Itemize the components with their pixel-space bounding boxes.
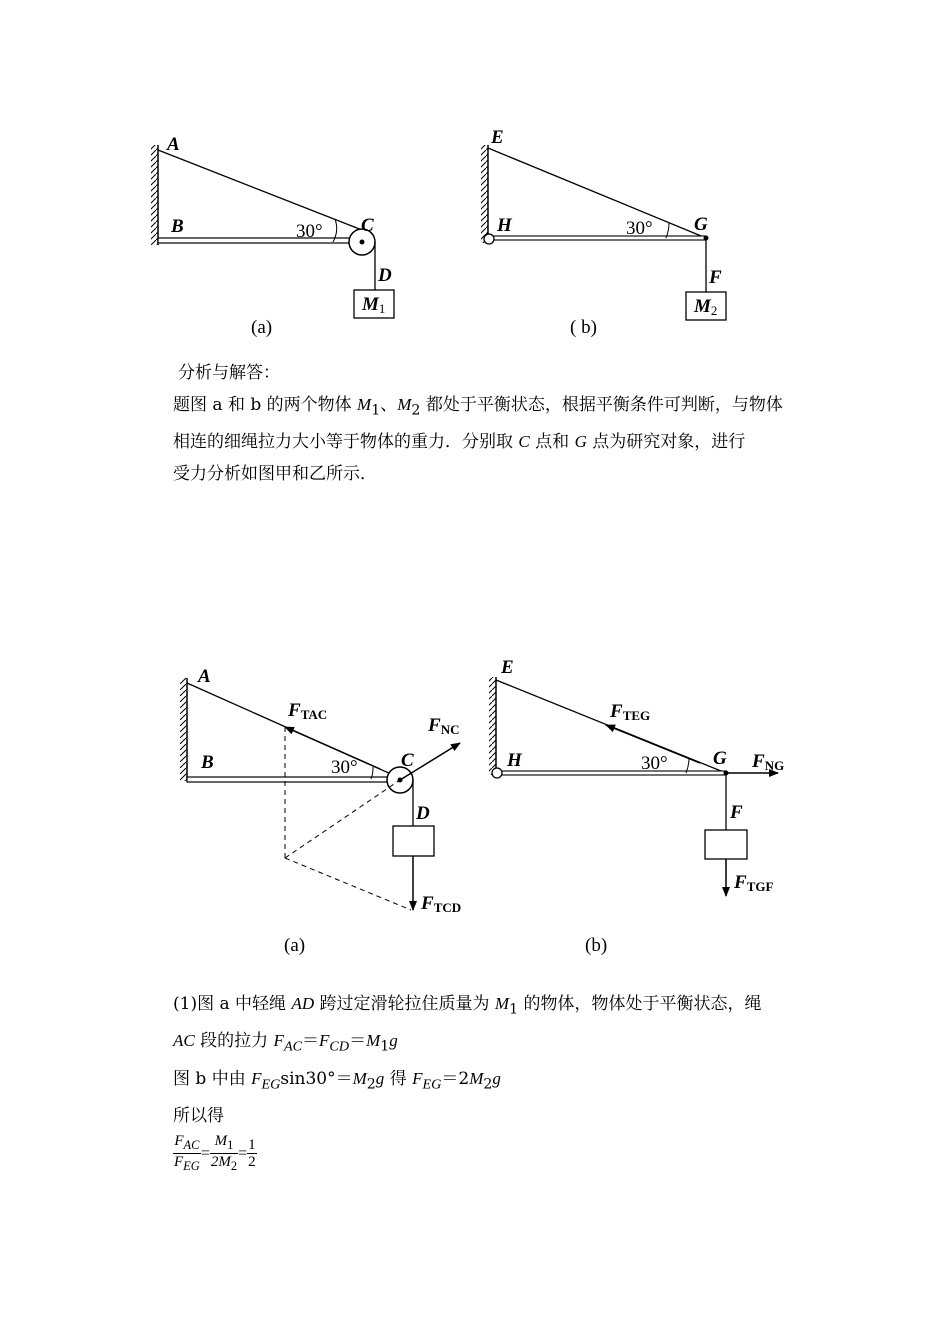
fraction-3: 1 2 <box>248 1137 256 1170</box>
force-label-tcd: FTCD <box>421 893 462 915</box>
solution-text <box>173 988 762 1132</box>
heading: 分析与解答： <box>178 363 280 383</box>
rope-ac <box>158 150 362 230</box>
mass-box <box>705 830 747 859</box>
label-D: D <box>416 803 430 824</box>
label-A: A <box>198 666 211 687</box>
label-A: A <box>167 134 180 155</box>
label-G: G <box>694 214 708 235</box>
rod-hg <box>500 771 726 775</box>
label-C: C <box>401 750 414 771</box>
fraction-1: $F_{AC}$ $F_{EG}$ <box>174 1133 200 1173</box>
caption-a: (a) <box>251 317 273 338</box>
angle-label: 30° <box>296 221 323 242</box>
label-H: H <box>497 215 512 236</box>
force-diagram-b <box>489 657 784 956</box>
force-label-ng: FNG <box>752 751 785 773</box>
analysis-text <box>173 357 783 490</box>
line-3: 受力分析如图甲和乙所示． <box>173 464 377 485</box>
wall-hatch <box>489 677 496 775</box>
rope-eg <box>488 148 706 238</box>
angle-label: 30° <box>641 753 668 774</box>
hinge-h <box>492 768 502 778</box>
line-1: (1)图 a 中轻绳 AD 跨过定滑轮拉住质量为 $M_1$ 的物体，物体处于平衡状态，绳 <box>173 994 762 1018</box>
line-4: 所以得 <box>173 1106 224 1127</box>
line-2: 相连的细绳拉力大小等于物体的重力．分别取 C 点和 G 点为研究对象，进行 <box>173 432 746 453</box>
force-label-nc: FNC <box>428 715 460 737</box>
line-2: AC 段的拉力 $F_{AC}=F_{CD}=M_1g$ <box>173 1031 398 1055</box>
figure-1 <box>0 0 950 345</box>
dashed-line <box>285 858 411 910</box>
hinge-h <box>484 234 494 244</box>
ratio-equation: $F_{AC}$ $F_{EG}=M_1$ $2M_2= 1$ 2 <box>174 1133 256 1173</box>
label-G: G <box>713 748 727 769</box>
angle-label: 30° <box>626 218 653 239</box>
label-E: E <box>501 657 514 678</box>
line-1: 题图 a 和 b 的两个物体 $M_1$、$M_2$ 都处于平衡状态，根据平衡条件可判断，与物体 <box>173 395 783 419</box>
label-B: B <box>201 752 214 773</box>
pulley-axle <box>360 240 365 245</box>
dashed-line <box>285 780 400 858</box>
rod-hg <box>492 236 706 240</box>
beam-bc <box>158 238 358 243</box>
label-F: F <box>709 267 722 288</box>
diagram-a <box>151 134 394 338</box>
caption-a: (a) <box>284 935 306 956</box>
figure-2 <box>0 655 950 965</box>
label-F: F <box>730 802 743 823</box>
caption-b: ( b) <box>570 317 597 338</box>
label-C: C <box>361 215 374 236</box>
line-3: 图 b 中由 $F_{EG}\sin 30^\circ=M_2g$ 得 $F_{EG}=2M_2g$ <box>173 1068 501 1093</box>
label-B: B <box>171 216 184 237</box>
mass-label: M1 <box>362 294 386 316</box>
force-label-tgf: FTGF <box>734 872 774 894</box>
force-label-teg: FTEG <box>610 701 651 723</box>
beam-bc <box>187 777 397 782</box>
label-H: H <box>507 750 522 771</box>
caption-b: (b) <box>585 935 608 956</box>
force-diagram-a <box>180 666 461 956</box>
label-E: E <box>491 127 504 148</box>
diagram-b <box>481 127 726 338</box>
wall-hatch <box>481 145 488 243</box>
wall-hatch <box>151 145 158 245</box>
label-D: D <box>378 265 392 286</box>
angle-label: 30° <box>331 757 358 778</box>
mass-label: M2 <box>694 296 718 318</box>
mass-box <box>393 826 434 856</box>
fraction-2: $M_1$ $2M_2$ <box>210 1133 238 1173</box>
wall-hatch <box>180 678 187 781</box>
force-label-tac: FTAC <box>288 700 328 722</box>
